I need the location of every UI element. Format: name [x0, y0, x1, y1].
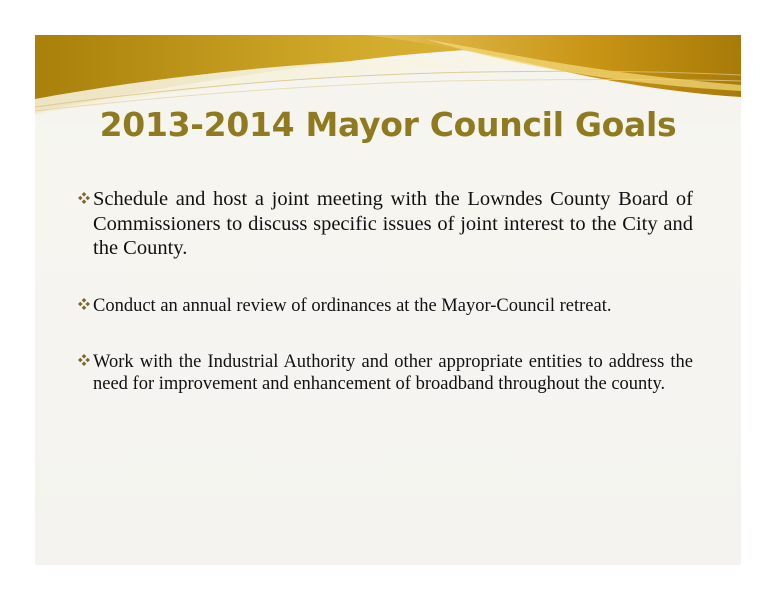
diamond-bullet-icon — [78, 192, 90, 204]
list-item — [78, 187, 693, 261]
bullet-text: Schedule and host a joint meeting with the Lowndes County Board of Commissioners to discuss specific issues of joint interest to the City and the County. — [93, 188, 693, 260]
goals-list — [78, 187, 693, 395]
bullet-text: Conduct an annual review of ordinances at the Mayor-Council retreat. — [93, 295, 612, 316]
slide — [35, 35, 741, 565]
diamond-bullet-icon — [78, 354, 90, 366]
list-item — [78, 351, 693, 395]
bullet-text: Work with the Industrial Authority and other appropriate entities to address the need for improvement and enhancement of broadband throughout the county. — [93, 351, 693, 395]
slide-title: 2013-2014 Mayor Council Goals — [99, 105, 677, 144]
diamond-bullet-icon — [78, 298, 90, 310]
list-item — [78, 295, 693, 317]
